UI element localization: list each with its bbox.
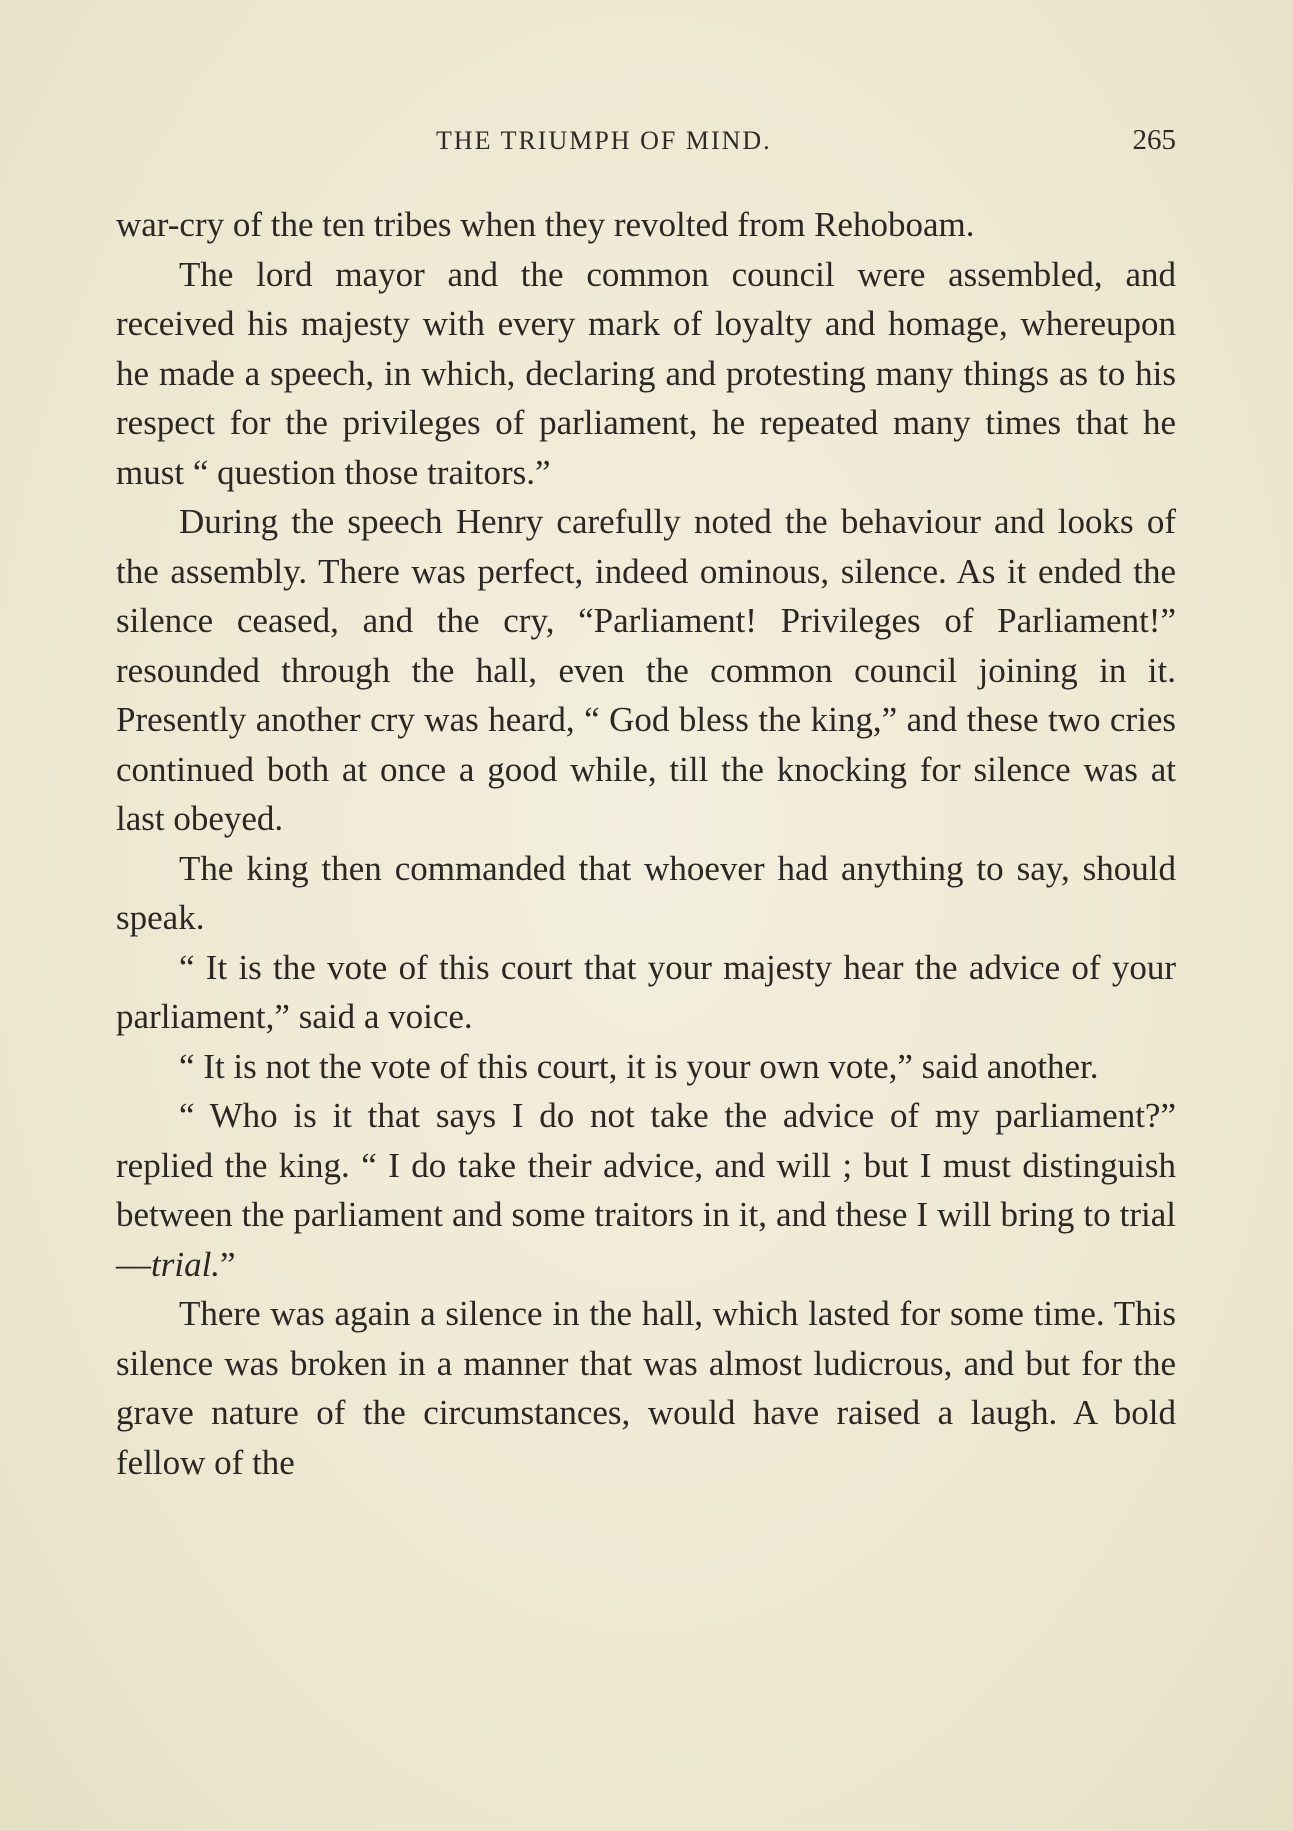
running-title: THE TRIUMPH OF MIND. (436, 126, 772, 155)
page-number: 265 (1132, 124, 1176, 156)
paragraph-continuation: war-cry of the ten tribes when they revolted from Rehoboam. (116, 205, 975, 244)
closing-quote: ” (220, 1244, 236, 1284)
paragraph-vote-of-court: “ It is the vote of this court that your majesty hear the advice of your parliament,” said a voice. (116, 947, 1176, 1036)
body-text (116, 200, 1176, 1487)
king-reply-text: “ Who is it that says I do not take the advice of my parliament?” replied the king. “ I do take their advice, and will ; but I must distinguish between the parliament and some traitors in it, and these I will bring to trial— (116, 1096, 1176, 1284)
running-head (116, 120, 1176, 160)
paragraph-silence: There was again a silence in the hall, which lasted for some time. This silence was broken in a manner that was almost ludicrous, and but for the grave nature of the circumstances, would have raised a laugh. A bold fellow of the (116, 1294, 1176, 1482)
trial-emphasis: trial. (151, 1244, 221, 1284)
paragraph-lord-mayor: The lord mayor and the common council were assembled, and received his majesty with every mark of loyalty and homage, whereupon he made a speech, in which, declaring and protesting many things as to his respect for the privileges of parliament, he repeated many times that he must “ question those traitors.” (116, 254, 1176, 492)
paragraph-king-reply (116, 1091, 1176, 1289)
paragraph-own-vote: “ It is not the vote of this court, it is your own vote,” said another. (179, 1046, 1099, 1086)
paragraph-king-commands: The king then commanded that whoever had anything to say, should speak. (116, 848, 1176, 937)
paragraph-speech: During the speech Henry carefully noted the behaviour and looks of the assembly. There was perfect, indeed ominous, silence. As it ended the silence ceased, and the cry, “Parliament! Privileges of Parliament!” resounded through the hall, even the common council joining in it. Presently another cry was heard, “ God bless the king,” and these two cries continued both at once a good while, till the knocking for silence was at last obeyed. (116, 502, 1176, 838)
